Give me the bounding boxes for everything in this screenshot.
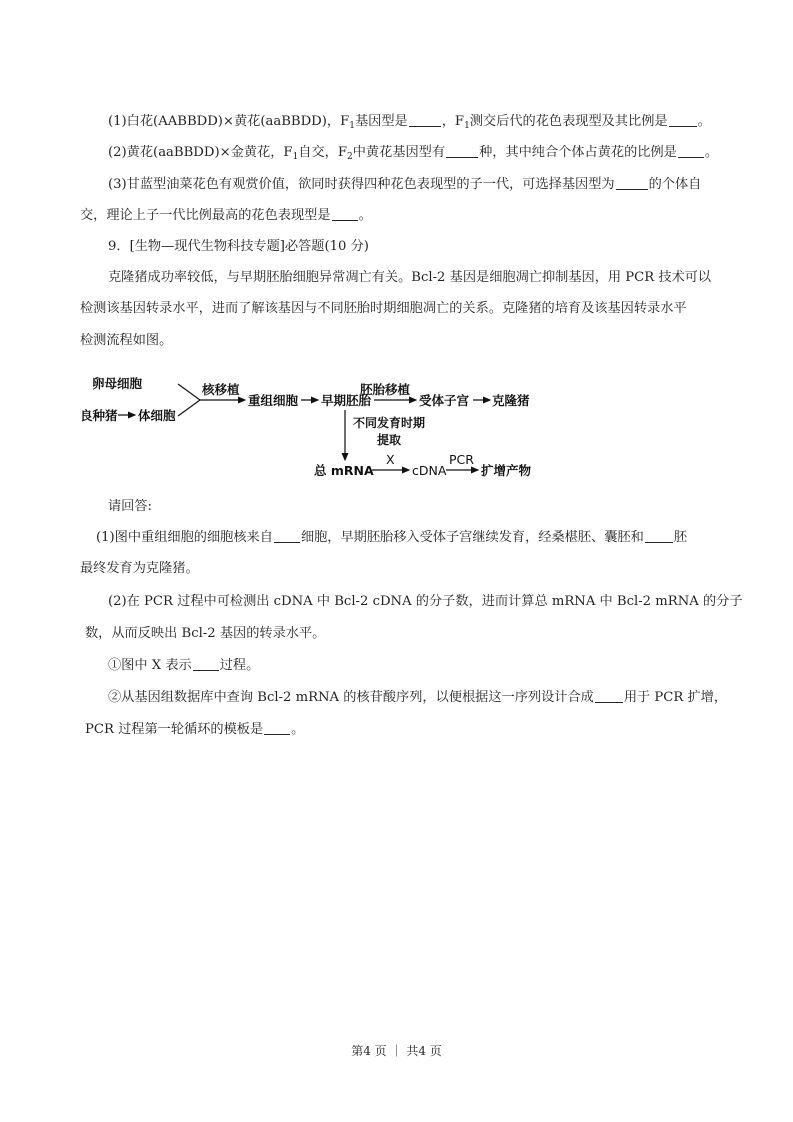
early-embryo-label: 早期胚胎 bbox=[321, 393, 372, 408]
oocyte-label: 卵母细胞 bbox=[92, 376, 143, 391]
recipient-uterus-label: 受体子宫 bbox=[419, 393, 470, 408]
q9-sub2-line1: (2)在 PCR 过程中可检测出 cDNA 中 Bcl-2 cDNA 的分子数，进而计算总 mRNA 中 Bcl-2 mRNA 的分子 bbox=[108, 594, 743, 609]
q9-sub1-line2: 最终发育为克隆猪。 bbox=[80, 561, 199, 576]
q9-sub2-item2-line2: PCR 过程第一轮循环的模板是 。 bbox=[85, 722, 305, 737]
cdna-label: cDNA bbox=[412, 463, 447, 478]
q8-part3-line2: 交，理论上子一代比例最高的花色表现型是 。 bbox=[80, 208, 372, 223]
amplified-product-label: 扩增产物 bbox=[481, 463, 532, 478]
q8-part1: (1)白花(AABBDD)×黄花(aaBBDD)，$F_1$基因型是 ，$F_1$测交后代的花色表现型及其比例是 。 bbox=[108, 114, 711, 131]
nuclear-transfer-label: 核移植 bbox=[202, 382, 240, 397]
merge-line-top bbox=[178, 384, 200, 400]
answer-blank[interactable] bbox=[264, 720, 290, 735]
x-label: X bbox=[386, 452, 395, 467]
answer-blank[interactable] bbox=[274, 528, 300, 543]
answer-blank[interactable] bbox=[446, 143, 478, 158]
answer-blank[interactable] bbox=[645, 528, 673, 543]
please-answer: 请回答: bbox=[108, 499, 153, 514]
breed-pig-label: 良种猪 bbox=[80, 408, 118, 423]
answer-blank[interactable] bbox=[595, 688, 623, 703]
pcr-label: PCR bbox=[449, 452, 474, 467]
q9-sub1-line1: (1)图中重组细胞的细胞核来自 细胞，早期胚胎移入受体子宫继续发育，经桑椹胚、囊胚和 胚 bbox=[96, 530, 687, 545]
q8-part2: (2)黄花(aaBBDD)×金黄花，$F_1$自交，$F_2$中黄花基因型有 种，其中纯合个体占黄花的比例是 。 bbox=[108, 145, 719, 162]
page-footer: 第4 页 ｜ 共4 页 bbox=[351, 1044, 442, 1058]
q9-title: 9．[生物—现代生物科技专题]必答题(10 分) bbox=[108, 239, 369, 254]
embryo-transfer-label: 胚胎移植 bbox=[360, 382, 411, 397]
q9-intro-line2: 检测该基因转录水平，进而了解该基因与不同胚胎时期细胞凋亡的关系。克隆猪的培育及该基因转录水平 bbox=[80, 301, 687, 316]
answer-blank[interactable] bbox=[409, 112, 441, 127]
answer-blank[interactable] bbox=[332, 206, 358, 221]
answer-blank[interactable] bbox=[678, 143, 704, 158]
q8-part3-line1: (3)甘蓝型油菜花色有观赏价值，欲同时获得四种花色表现型的子一代，可选择基因型为 的个体自 bbox=[108, 177, 702, 192]
recombinant-cell-label: 重组细胞 bbox=[248, 393, 299, 408]
q9-sub2-item2-line1: ②从基因组数据库中查询 Bcl-2 mRNA 的核苷酸序列，以便根据这一序列设计合成 用于 PCR 扩增， bbox=[108, 690, 728, 705]
q9-intro-line3: 检测流程如图。 bbox=[80, 333, 173, 348]
cloned-pig-label: 克隆猪 bbox=[492, 393, 530, 408]
somatic-cell-label: 体细胞 bbox=[138, 408, 176, 423]
merge-line-bottom bbox=[178, 400, 200, 416]
answer-blank[interactable] bbox=[616, 175, 648, 190]
q9-sub2-line2: 数，从而反映出 Bcl-2 基因的转录水平。 bbox=[85, 626, 326, 641]
cloning-flow-diagram bbox=[78, 368, 578, 483]
q9-intro-line1: 克隆猪成功率较低，与早期胚胎细胞异常凋亡有关。Bcl-2 基因是细胞凋亡抑制基因，用 PCR 技术可以 bbox=[108, 270, 712, 285]
answer-blank[interactable] bbox=[669, 112, 697, 127]
q9-sub2-item1: ①图中 X 表示 过程。 bbox=[108, 658, 260, 673]
different-stage-label: 不同发育时期 bbox=[353, 416, 426, 430]
answer-blank[interactable] bbox=[193, 656, 219, 671]
total-mrna-label: 总 mRNA bbox=[314, 463, 374, 478]
extract-label: 提取 bbox=[377, 433, 402, 447]
